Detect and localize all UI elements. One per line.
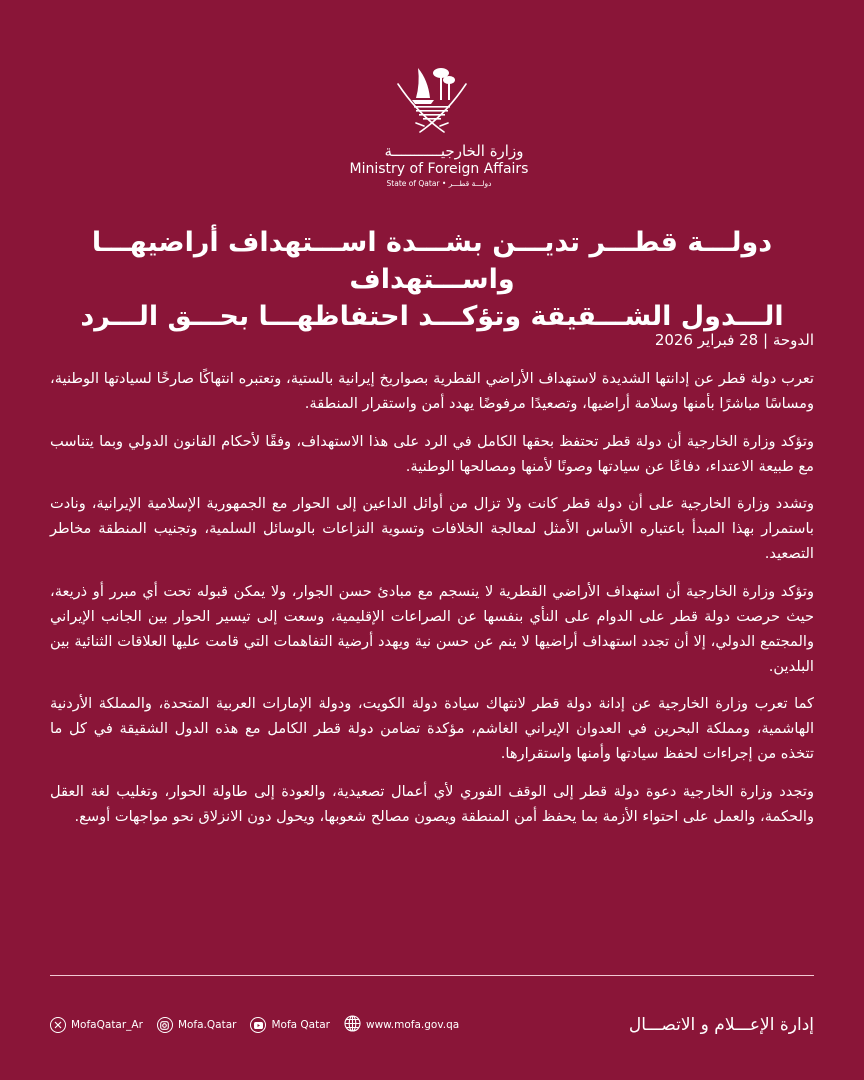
paragraph: وتشدد وزارة الخارجية على أن دولة قطر كانت ولا تزال من أوائل الداعين إلى الحوار مع الجمهورية الإسلامية الإيرانية، ونادت باستمرار بهذا المبدأ باعتباره الأساس الأمثل لمعالجة الخلافات وتسوية النزاعات بالوسائل السلمية، وتجنيب المنطقة مخاطر التصعيد. bbox=[50, 495, 814, 562]
paragraph: وتجدد وزارة الخارجية دعوة دولة قطر إلى الوقف الفوري لأي أعمال تصعيدية، والعودة إلى طاولة الحوار، وتغليب لغة العقل والحكمة، والعمل على احتواء الأزمة بما يحفظ أمن المنطقة ويصون مصالح شعوبها، ويحول دون الانزلاق نحو مواجهات أوسع. bbox=[50, 782, 814, 825]
globe-icon bbox=[344, 1015, 361, 1035]
ministry-name-english: Ministry of Foreign Affairs bbox=[349, 161, 529, 177]
instagram-icon bbox=[157, 1017, 173, 1033]
social-link-label: Mofa Qatar bbox=[271, 1019, 330, 1031]
youtube-icon bbox=[250, 1017, 266, 1033]
x-icon bbox=[50, 1017, 66, 1033]
title-line-2: الـــدول الشـــقيقة وتؤكـــد احتفاظهـــا بحـــق الـــرد bbox=[80, 301, 784, 332]
social-link-label: MofaQatar_Ar bbox=[71, 1019, 143, 1031]
statement-title bbox=[50, 224, 814, 335]
website-link[interactable] bbox=[344, 1015, 459, 1035]
paragraph: تعرب دولة قطر عن إدانتها الشديدة لاستهداف الأراضي القطرية بصواريخ إيرانية بالستية، وتعتبره انتهاكًا صارخًا لسيادتها الوطنية، ومساسًا مباشرًا بأمنها وسلامة أراضيها، وتصعيدًا مرفوضًا يهدد أمن واستقرار المنطقة. bbox=[50, 370, 814, 412]
title-line-1: دولـــة قطـــر تديـــن بشـــدة اســـتهداف أراضيهـــا واســـتهداف bbox=[91, 227, 773, 295]
footer-divider bbox=[50, 975, 814, 976]
department-name: إدارة الإعـــلام و الاتصـــال bbox=[628, 1015, 814, 1035]
social-link-youtube[interactable] bbox=[250, 1017, 330, 1033]
social-links bbox=[50, 1014, 459, 1036]
ministry-name-arabic: وزارة الخارجيـــــــــــة bbox=[384, 142, 524, 160]
qatar-emblem-icon bbox=[394, 58, 470, 138]
state-of-qatar-label: State of Qatar • دولـــة قطـــر bbox=[386, 179, 492, 188]
website-link-label: www.mofa.gov.qa bbox=[366, 1019, 460, 1031]
ministry-logo bbox=[0, 58, 864, 190]
paragraph: وتؤكد وزارة الخارجية أن دولة قطر تحتفظ بحقها الكامل في الرد على هذا الاستهداف، وفقًا لأحكام القانون الدولي وبما يتناسب مع طبيعة الاعتداء، دفاعًا عن سيادتها وصونًا لأمنها ومصالحها الوطنية. bbox=[50, 432, 814, 475]
dateline: الدوحة | 28 فبراير 2026 bbox=[654, 331, 814, 349]
paragraph: وتؤكد وزارة الخارجية أن استهداف الأراضي القطرية لا ينسجم مع مبادئ حسن الجوار، ولا يمكن قبوله تحت أي مبرر أو ذريعة، حيث حرصت دولة قطر على الدوام على النأي بنفسها عن الصراعات الإقليمية، وسعت إلى تيسير الحوار بين الجانب الإيراني والمجتمع الدولي، إلا أن تجدد استهداف أراضيها لا ينم عن حسن نية ويهدد أرضية التفاهمات التي قامت عليها العلاقات الثنائية بين البلدين. bbox=[50, 582, 814, 675]
statement-body bbox=[50, 366, 814, 841]
social-link-label: Mofa.Qatar bbox=[177, 1019, 237, 1031]
paragraph: كما تعرب وزارة الخارجية عن إدانة دولة قطر لانتهاك سيادة دولة الكويت، ودولة الإمارات العربية المتحدة، والمملكة الأردنية الهاشمية، ومملكة البحرين في العدوان الإيراني الغاشم، مؤكدة تضامن دولة قطر الكامل مع هذه الدول الشقيقة في كل ما تتخذه من إجراءات لحفظ سيادتها وأمنها واستقرارها. bbox=[50, 695, 814, 762]
social-link-x[interactable] bbox=[50, 1017, 143, 1033]
social-link-instagram[interactable] bbox=[157, 1017, 237, 1033]
